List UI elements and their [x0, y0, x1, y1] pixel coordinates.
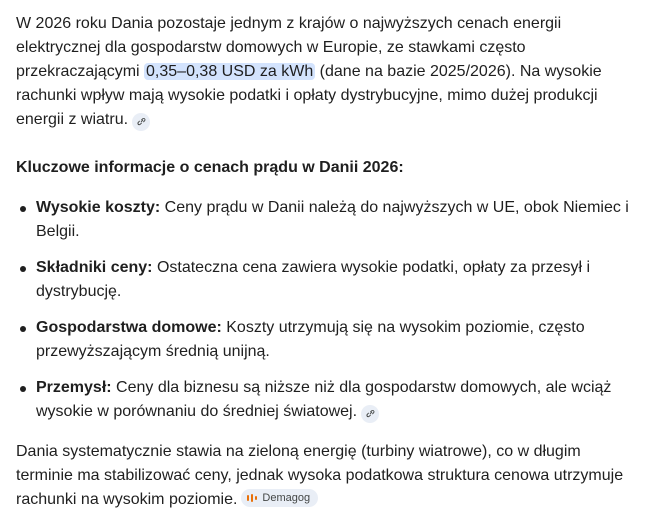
list-item-text: Ceny dla biznesu są niższe niż dla gospodarstw domowych, ale wciąż wysokie w porównaniu do średniej światowej.	[36, 379, 612, 420]
list-item	[16, 256, 640, 304]
source-logo-icon	[247, 493, 257, 503]
source-label: Demagog	[262, 492, 311, 504]
source-citation-chip[interactable]	[241, 489, 318, 507]
link-icon	[136, 116, 147, 127]
list-item	[16, 316, 640, 364]
list-item-term: Przemysł:	[36, 379, 112, 396]
closing-paragraph	[16, 440, 640, 512]
section-heading: Kluczowe informacje o cenach prądu w Danii 2026:	[16, 159, 404, 176]
citation-link-button[interactable]	[132, 113, 150, 131]
list-item	[16, 196, 640, 244]
link-icon	[365, 408, 376, 419]
list-item-term: Gospodarstwa domowe:	[36, 319, 222, 336]
closing-text: Dania systematycznie stawia na zieloną energię (turbiny wiatrowe), co w długim terminie ma stabilizować ceny, jednak wysoka podatkowa struktura cenowa utrzymuje rachunki na wysokim poziomie.	[16, 443, 624, 508]
list-item-term: Składniki ceny:	[36, 259, 153, 276]
citation-link-button[interactable]	[361, 405, 379, 423]
key-info-list	[16, 196, 640, 424]
list-item-term: Wysokie koszty:	[36, 199, 161, 216]
intro-paragraph	[16, 12, 640, 132]
list-item-text: Koszty utrzymują się na wysokim poziomie, często przewyższającym średnią unijną.	[36, 319, 585, 360]
intro-text-before: W 2026 roku Dania pozostaje jednym z krajów o najwyższych cenach energii elektrycznej dla gospodarstw domowych w Europie, ze stawkami często przekraczającymi	[16, 15, 562, 80]
list-item	[16, 376, 640, 424]
intro-text-after: (dane na bazie 2025/2026). Na wysokie rachunki wpływ mają wysokie podatki i opłaty dystrybucyjne, mimo dużej produkcji energii z wiatru.	[16, 63, 602, 128]
list-item-text: Ceny prądu w Danii należą do najwyższych w UE, obok Niemiec i Belgii.	[36, 199, 629, 240]
list-item-text: Ostateczna cena zawiera wysokie podatki, opłaty za przesył i dystrybucję.	[36, 259, 591, 300]
highlighted-price[interactable]: 0,35–0,38 USD za kWh	[146, 63, 314, 80]
